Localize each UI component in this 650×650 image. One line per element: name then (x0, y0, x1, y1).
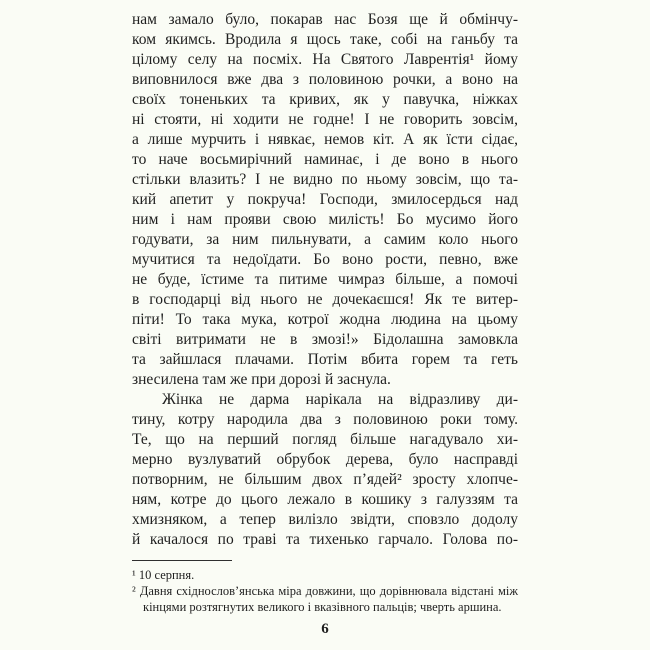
text-line: не буде, їстиме та питиме чимраз більше, а помочі (132, 271, 518, 288)
text-line: в господарці від нього не дочекаєшся! Як те витер- (132, 291, 518, 308)
text-line: й качалося по траві та тихенько гарчало. Голова по- (132, 531, 518, 548)
text-line: світі витримати не в змозі!» Бідолашна замовкла (132, 331, 518, 348)
text-line: то наче восьмирічний наминає, і де воно в нього (132, 151, 518, 168)
footnote-block (132, 560, 518, 615)
text-block (132, 10, 518, 550)
text-line: ні стояти, ні ходити не годне! І не говорить зовсім, (132, 111, 518, 128)
page-number: 6 (321, 621, 329, 637)
text-line: Жінка не дарма нарікала на відразливу ди- (162, 391, 518, 408)
text-line: мерно вузлуватий обрубок дерева, було насправді (132, 451, 518, 468)
text-line: ком якимсь. Вродила я щось таке, собі на ганьбу та (132, 31, 518, 48)
text-line: потворним, не більшим двох п’ядей² зросту хлопче- (132, 471, 518, 488)
text-line: та зайшлася плачами. Потім вбита горем та геть (132, 351, 518, 368)
footnote-line: ¹ 10 серпня. (132, 568, 195, 582)
text-line: тину, котру народила два з половиною роки тому. (132, 411, 518, 428)
text-line: ним і нам прояви свою милість! Бо мусимо його (132, 211, 518, 228)
text-line: виповнилося вже два з половиною рочки, а воно на (132, 71, 518, 88)
text-line: а лише мурчить і нявкає, немов кіт. А як їсти сідає, (132, 131, 518, 148)
footnotes (132, 567, 518, 615)
text-line: кий апетит у покруча! Господи, змилосердься над (132, 191, 518, 208)
text-line: Те, що на перший погляд більше нагадувало хи- (132, 431, 518, 448)
text-line: годувати, за ним пильнувати, а самим коло нього (132, 231, 518, 248)
text-line: нам замало було, покарав нас Бозя ще й обмінчу- (132, 11, 518, 28)
text-line: ням, котре до цього лежало в кошику з галуззям та (132, 491, 518, 508)
text-line: стільки влазить? І не видно по ньому зовсім, що та- (132, 171, 518, 188)
text-line: мучитися та недоїдати. Бо воно рости, певно, вже (132, 251, 518, 268)
footnote-line: кінцями розтягнутих великого і вказівного пальців; чверть аршина. (143, 600, 502, 614)
text-line: цілому селу на посміх. На Святого Лаврентія¹ йому (132, 51, 518, 68)
footnote-separator (132, 560, 232, 561)
footnote-line: ² Давня східнослов’янська міра довжини, що дорівнювала відстані між (132, 584, 518, 598)
text-line: знесилена там же при дорозі й заснула. (132, 371, 391, 388)
text-line: своїх тоненьких та кривих, як у павучка, ніжках (132, 91, 518, 108)
text-line: хмизняком, а тепер вилізло звідти, сповзло додолу (132, 511, 518, 528)
text-line: піти! То така мука, котрої жодна людина на цьому (132, 311, 518, 328)
